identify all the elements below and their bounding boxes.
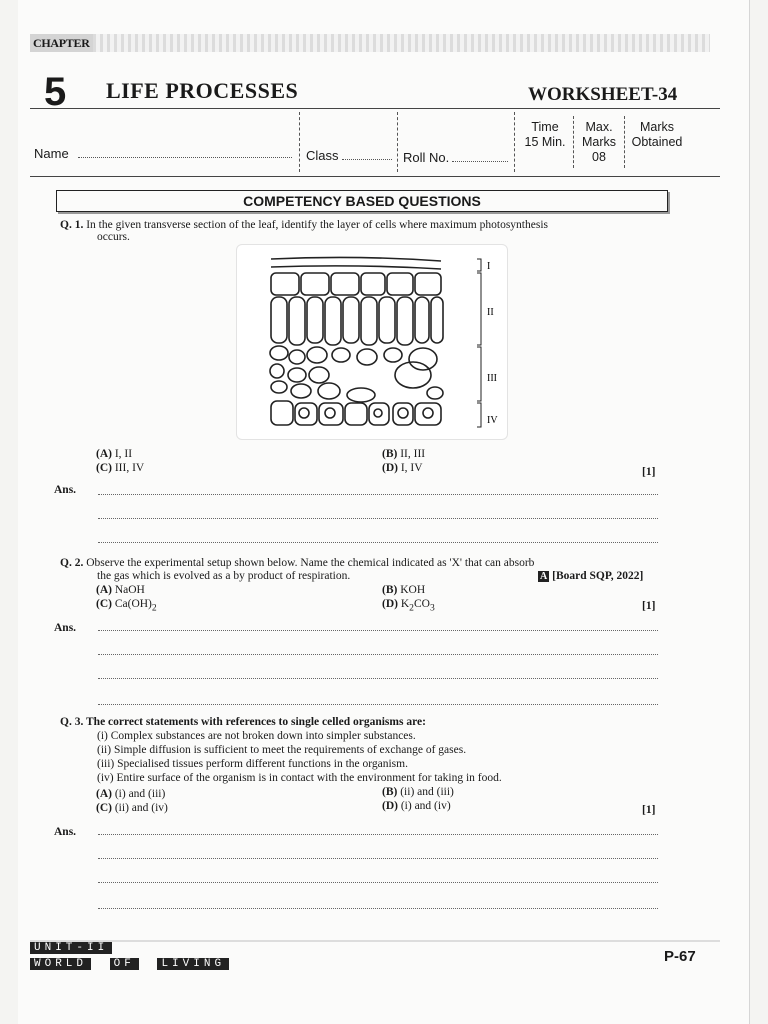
unit-word: WORLD	[30, 958, 91, 970]
statement-key: (iii)	[97, 758, 115, 770]
worksheet-title: WORKSHEET-34	[528, 84, 678, 105]
statement-text: Specialised tissues perform different functions in the organism.	[117, 758, 408, 770]
option-key: (D)	[382, 800, 398, 812]
q3-answer-label: Ans.	[54, 826, 77, 838]
question-1	[60, 219, 548, 232]
q3-answer-line[interactable]	[98, 858, 658, 859]
option-key: (D)	[382, 462, 398, 474]
class-label: Class	[306, 148, 339, 163]
option-text: III, IV	[114, 462, 145, 474]
question-3	[60, 716, 426, 729]
max-marks-value: 08	[592, 150, 606, 164]
worksheet-page	[18, 0, 750, 1024]
q3-option-a[interactable]	[96, 788, 165, 800]
q1-option-a[interactable]	[96, 448, 132, 460]
unit-label: UNIT-II	[30, 942, 112, 954]
name-label: Name	[34, 146, 69, 161]
chapter-label: CHAPTER	[30, 34, 93, 52]
q2-badge: A	[540, 571, 548, 582]
q2-answer-line[interactable]	[98, 704, 658, 705]
unit-word: OF	[110, 958, 139, 970]
question-2-continued: the gas which is evolved as a by product of respiration.	[97, 570, 351, 582]
q3-statement-1	[97, 730, 416, 743]
header-divider	[299, 112, 300, 172]
max-marks-label: Max.	[585, 120, 613, 134]
q2-option-c[interactable]	[96, 598, 157, 613]
question-number: Q. 1.	[60, 219, 84, 231]
header-divider	[397, 112, 398, 172]
question-text: Observe the experimental setup shown below. Name the chemical indicated as 'X' that can absorb	[86, 557, 535, 569]
marks-obtained-cell	[626, 120, 688, 150]
header-bottom-rule	[30, 176, 720, 177]
option-key: (B)	[382, 786, 398, 798]
option-text: (i) and (iii)	[114, 788, 166, 800]
section-title: COMPETENCY BASED QUESTIONS	[243, 193, 481, 209]
option-key: (A)	[96, 788, 112, 800]
class-field[interactable]	[342, 159, 392, 160]
marks-obtained-label: Marks	[639, 120, 675, 134]
q1-answer-line[interactable]	[98, 518, 658, 519]
option-text: I, IV	[400, 462, 423, 474]
q3-answer-line[interactable]	[98, 834, 658, 835]
q3-answer-line[interactable]	[98, 908, 658, 909]
option-key: (C)	[96, 802, 112, 814]
q3-option-c[interactable]	[96, 802, 168, 814]
statement-text: Entire surface of the organism is in contact with the environment for taking in food.	[116, 772, 502, 784]
diagram-label-II: II	[487, 307, 494, 318]
option-key: (A)	[96, 584, 112, 596]
q1-option-b[interactable]	[382, 448, 425, 460]
diagram-label-IV: IV	[487, 415, 498, 426]
time-value: 15 Min.	[524, 135, 566, 149]
q3-option-b[interactable]	[382, 786, 454, 798]
option-text: (i) and (iv)	[400, 800, 451, 812]
header-divider	[514, 112, 515, 172]
chapter-title: LIFE PROCESSES	[106, 78, 299, 103]
statement-key: (ii)	[97, 744, 112, 756]
q3-statement-4	[97, 772, 502, 785]
option-text: I, II	[114, 448, 133, 460]
option-text: Ca(OH)	[114, 598, 152, 610]
max-marks-label2: Marks	[581, 135, 617, 149]
time-label: Time	[531, 120, 559, 134]
q1-option-c[interactable]	[96, 462, 144, 474]
q2-answer-label: Ans.	[54, 622, 77, 634]
header-top-rule	[30, 108, 720, 109]
q1-answer-line[interactable]	[98, 542, 658, 543]
statement-key: (i)	[97, 730, 108, 742]
roll-field[interactable]	[452, 161, 508, 162]
unit-label-row	[30, 942, 112, 954]
unit-words-row	[30, 958, 229, 970]
q3-answer-line[interactable]	[98, 882, 658, 883]
option-key: (A)	[96, 448, 112, 460]
q2-source	[538, 570, 643, 583]
section-title-box	[56, 190, 668, 212]
option-text: K	[400, 598, 410, 610]
option-text: NaOH	[114, 584, 145, 596]
chapter-number: 5	[44, 70, 67, 114]
leaf-diagram-svg	[237, 245, 509, 441]
diagram-label-I: I	[487, 261, 491, 272]
subscript: 3	[429, 602, 435, 614]
option-text: (ii) and (iii)	[400, 786, 454, 798]
question-text: In the given transverse section of the leaf, identify the layer of cells where maximum photosynthesis	[86, 219, 548, 231]
unit-word: LIVING	[157, 958, 229, 970]
time-cell	[518, 120, 572, 150]
q2-marks: [1]	[642, 600, 656, 612]
chapter-strip	[30, 34, 710, 52]
option-text: (ii) and (iv)	[114, 802, 168, 814]
q3-statement-2	[97, 744, 466, 757]
marks-obtained-label2: Obtained	[631, 135, 683, 149]
q1-answer-label: Ans.	[54, 484, 77, 496]
subscript: 2	[151, 602, 157, 614]
footer-rule	[30, 940, 720, 942]
max-marks-cell	[575, 120, 623, 165]
diagram-label-III: III	[487, 373, 497, 384]
option-key: (C)	[96, 598, 112, 610]
q3-option-d[interactable]	[382, 800, 451, 812]
option-key: (B)	[382, 448, 398, 460]
q2-answer-line[interactable]	[98, 654, 658, 655]
q2-option-b[interactable]	[382, 584, 425, 596]
q2-answer-line[interactable]	[98, 678, 658, 679]
leaf-cross-section-diagram	[236, 244, 508, 440]
question-1-continued: occurs.	[97, 231, 130, 243]
question-2	[60, 557, 534, 570]
option-key: (D)	[382, 598, 398, 610]
question-text: The correct statements with references to single celled organisms are:	[86, 716, 426, 728]
statement-key: (iv)	[97, 772, 114, 784]
page-number: P-67	[664, 948, 696, 965]
q3-statement-3	[97, 758, 408, 771]
q2-option-d[interactable]	[382, 598, 435, 613]
header-divider	[573, 116, 574, 168]
question-number: Q. 3.	[60, 716, 84, 728]
q2-source-text: [Board SQP, 2022]	[552, 570, 644, 582]
q1-marks: [1]	[642, 466, 656, 478]
q1-option-d[interactable]	[382, 462, 423, 474]
q1-answer-line[interactable]	[98, 494, 658, 495]
subscript: 2	[409, 602, 414, 614]
option-text-after: CO	[413, 598, 430, 610]
header-divider	[624, 116, 625, 168]
option-key: (B)	[382, 584, 398, 596]
roll-label: Roll No.	[403, 150, 450, 165]
q3-marks: [1]	[642, 804, 656, 816]
option-key: (C)	[96, 462, 112, 474]
statement-text: Simple diffusion is sufficient to meet the requirements of exchange of gases.	[113, 744, 467, 756]
q2-answer-line[interactable]	[98, 630, 658, 631]
question-number: Q. 2.	[60, 557, 84, 569]
q2-option-a[interactable]	[96, 584, 145, 596]
name-field[interactable]	[78, 157, 292, 158]
option-text: II, III	[400, 448, 426, 460]
statement-text: Complex substances are not broken down into simpler substances.	[110, 730, 416, 742]
option-text: KOH	[400, 584, 426, 596]
